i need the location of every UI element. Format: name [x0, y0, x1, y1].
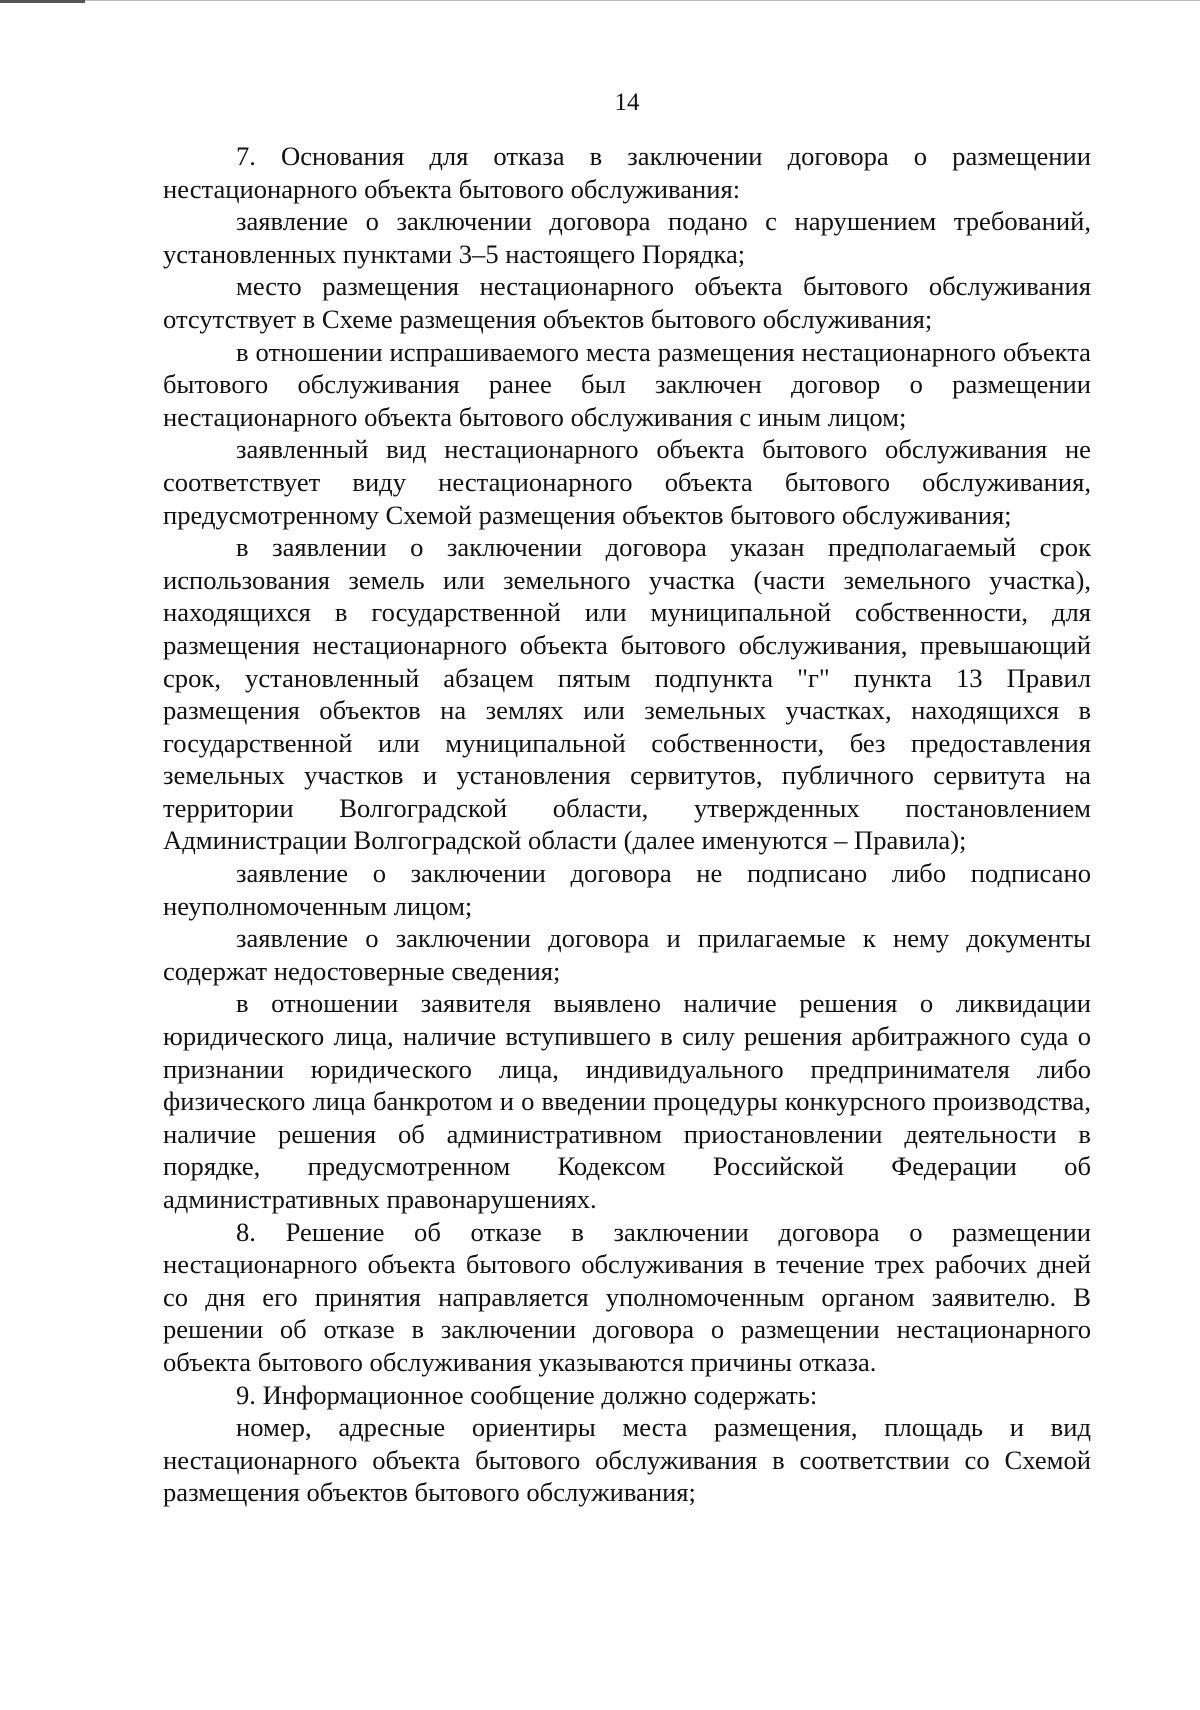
paragraph-false-info: заявление о заключении договора и прилагаемые к нему документы содержат недостоверные сведения;	[163, 923, 1091, 986]
paragraph-item-7-heading: 7. Основания для отказа в заключении договора о размещении нестационарного объекта бытового обслуживания:	[163, 141, 1091, 204]
paragraph-item-9-heading: 9. Информационное сообщение должно содержать:	[236, 1379, 818, 1410]
paragraph-number-address: номер, адресные ориентиры места размещения, площадь и вид нестационарного объекта бытового обслуживания в соответствии со Схемой размещения объектов бытового обслуживания;	[163, 1412, 1091, 1508]
document-body	[163, 140, 1091, 1509]
paragraph-place-absent: место размещения нестационарного объекта бытового обслуживания отсутствует в Схеме размещения объектов бытового обслуживания;	[163, 271, 1091, 334]
paragraph-liquidation: в отношении заявителя выявлено наличие решения о ликвидации юридического лица, наличие вступившего в силу решения арбитражного суда о признании юридического лица, индивидуального предпринимателя либо физического лица банкротом и о введении процедуры конкурсного производства, наличие решения об административном приостановлении деятельности в порядке, предусмотренном Кодексом Российской Федерации об административных правонарушениях.	[163, 988, 1091, 1214]
paragraph-type-mismatch: заявленный вид нестационарного объекта бытового обслуживания не соответствует виду нестационарного объекта бытового обслуживания, предусмотренному Схемой размещения объектов бытового обслуживания;	[163, 434, 1091, 530]
paragraph-existing-contract: в отношении испрашиваемого места размещения нестационарного объекта бытового обслуживания ранее был заключен договор о размещении нестационарного объекта бытового обслуживания с иным лицом;	[163, 336, 1091, 432]
scan-edge-mark	[0, 0, 85, 3]
paragraph-term-exceeded: в заявлении о заключении договора указан предполагаемый срок использования земель или земельного участка (части земельного участка), находящихся в государственной или муниципальной собственности, для размещения нестационарного объекта бытового обслуживания, превышающий срок, установленный абзацем пятым подпункта "г" пункта 13 Правил размещения объектов на землях или земельных участках, находящихся в государственной или муниципальной собственности, без предоставления земельных участков и установления сервитутов, публичного сервитута на территории Волгоградской области, утвержденных постановлением Администрации Волгоградской области (далее именуются – Правила);	[163, 532, 1091, 856]
paragraph-not-signed: заявление о заключении договора не подписано либо подписано неуполномоченным лицом;	[163, 858, 1091, 921]
scan-top-border	[85, 0, 1200, 1]
page-number: 14	[614, 89, 640, 116]
paragraph-violation-requirements: заявление о заключении договора подано с нарушением требований, установленных пунктами 3–5 настоящего Порядка;	[163, 206, 1091, 269]
paragraph-item-8-refusal: 8. Решение об отказе в заключении договора о размещении нестационарного объекта бытового обслуживания в течение трех рабочих дней со дня его принятия направляется уполномоченным органом заявителю. В решении об отказе в заключении договора о размещении нестационарного объекта бытового обслуживания указываются причины отказа.	[163, 1216, 1091, 1377]
